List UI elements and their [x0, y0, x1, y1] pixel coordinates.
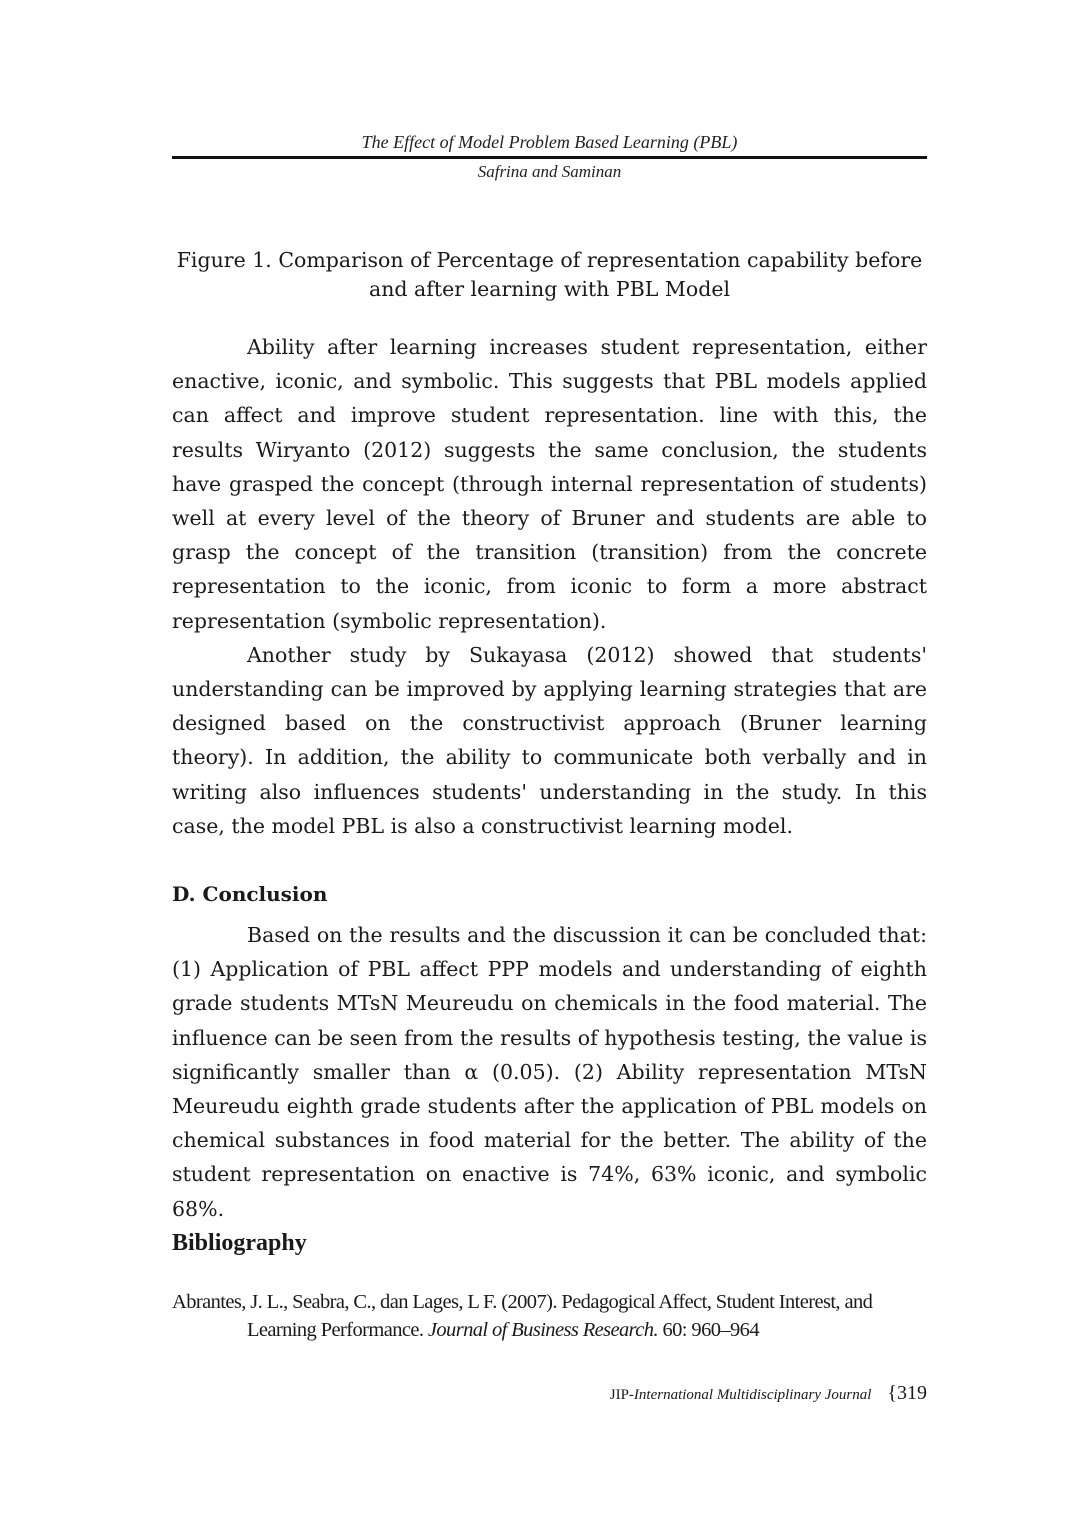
reference-journal: Journal of Business Research. [427, 1319, 658, 1341]
conclusion-paragraph: Based on the results and the discussion it can be concluded that: (1) Application of PBL affect PPP models and understanding of eighth grade students MTsN Meureudu on chemicals in the food material. The influence can be seen from the results of hypothesis testing, the value is significantly smaller than α (0.05). (2) Ability representation MTsN Meureudu eighth grade students after the application of PBL models on chemical substances in food material for the better. The ability of the student representation on enactive is 74%, 63% iconic, and symbolic 68%. [172, 923, 927, 1221]
figure-caption-line-2: and after learning with PBL Model [368, 277, 731, 301]
discussion-paragraph: Another study by Sukayasa (2012) showed that students' understanding can be improved by applying learning strategies that are designed based on the constructivist approach (Bruner learning theory). In addition, the ability to communicate both verbally and in writing also influences students' understanding in the study. In this case, the model PBL is also a constructivist learning model. [172, 642, 927, 838]
bibliography-heading: Bibliography [172, 1230, 307, 1256]
footer-journal-prefix: JIP- [609, 1387, 634, 1403]
running-header [172, 130, 927, 185]
discussion-paragraph: Ability after learning increases student representation, either enactive, iconic, and symbolic. This suggests that PBL models applied can affect and improve student representation. line with this, the results Wiryanto (2012) suggests the same conclusion, the students have grasped the concept (through internal representation of students) well at every level of the theory of Bruner and students are able to grasp the concept of the transition (transition) from the concrete representation to the iconic, from iconic to form a more abstract representation (symbolic representation). [172, 335, 927, 633]
running-header-title: The Effect of Model Problem Based Learning (PBL) [361, 132, 738, 152]
reference-entry [172, 1288, 927, 1344]
conclusion-text [172, 918, 927, 1226]
footer-journal-name: International Multidisciplinary Journal [633, 1387, 872, 1403]
reference-authors-title: Abrantes, J. L., Seabra, C., dan Lages, L F. (2007). Pedagogical Affect, Student Interest, and Learning Performance. [172, 1291, 873, 1341]
figure-caption-line-1: Figure 1. Comparison of Percentage of representation capability before [176, 248, 923, 272]
conclusion-heading: D. Conclusion [172, 882, 328, 906]
page-number: 319 [897, 1382, 927, 1404]
page-footer [610, 1382, 927, 1405]
footer-brace: { [887, 1382, 897, 1404]
reference-volume-pages: 60: 960–964 [657, 1319, 759, 1341]
footer-journal [610, 1387, 872, 1403]
figure-caption [172, 246, 927, 304]
discussion-text [172, 330, 927, 843]
running-header-authors: Safrina and Saminan [477, 162, 622, 181]
